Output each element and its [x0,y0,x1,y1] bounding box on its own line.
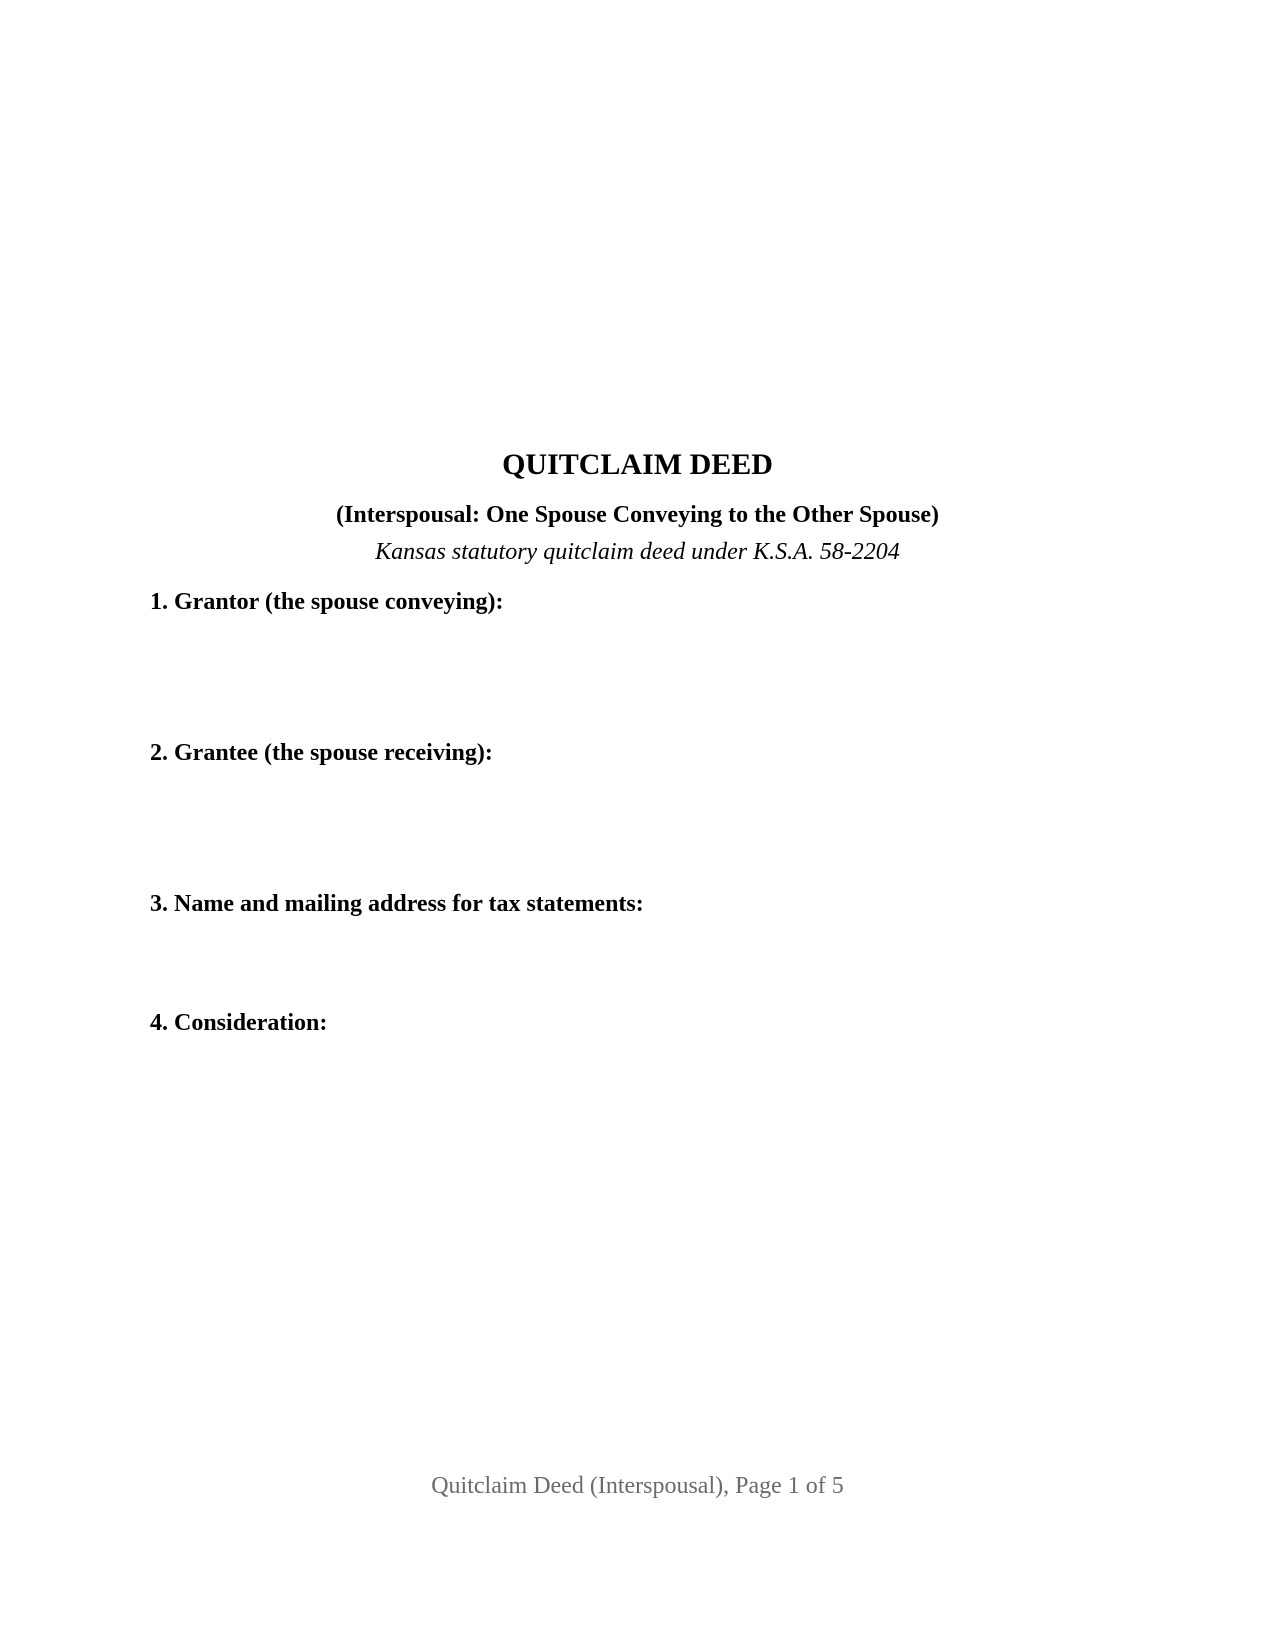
section-heading-consideration: 4. Consideration: [150,1010,328,1036]
section-heading-tax-statements: 3. Name and mailing address for tax statements: [150,891,644,917]
document-title: QUITCLAIM DEED [502,448,773,481]
document-subtitle: (Interspousal: One Spouse Conveying to the Other Spouse) [336,502,939,528]
section-heading-grantor: 1. Grantor (the spouse conveying): [150,589,504,615]
page-footer: Quitclaim Deed (Interspousal), Page 1 of 5 [431,1473,844,1499]
section-heading-grantee: 2. Grantee (the spouse receiving): [150,740,493,766]
statute-reference: Kansas statutory quitclaim deed under K.S.A. 58-2204 [375,539,900,565]
